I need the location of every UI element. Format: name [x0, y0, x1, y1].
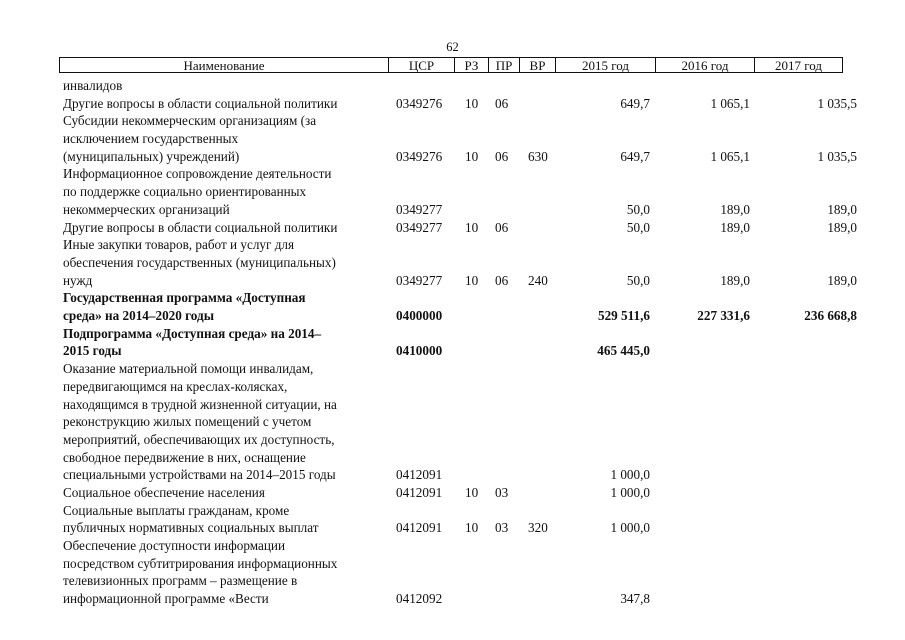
- row-name: [63, 289, 388, 324]
- cell-rz: 10: [465, 272, 479, 288]
- header-2016: 2016 год: [656, 57, 755, 73]
- table-row: [0, 95, 905, 113]
- table-row: [0, 484, 905, 502]
- row-name-line: по поддержке социально ориентированных: [63, 184, 307, 200]
- row-name: [63, 219, 388, 237]
- row-name-line: специальными устройствами на 2014–2015 годы: [63, 467, 336, 483]
- cell-y2015: 465 445,0: [597, 343, 650, 359]
- cell-y2016: 189,0: [720, 272, 750, 288]
- row-name-line: Обеспечение доступности информации: [63, 538, 286, 554]
- header-name: Наименование: [59, 57, 389, 73]
- row-name: [63, 502, 388, 537]
- row-name: [63, 165, 388, 218]
- row-name: [63, 112, 388, 165]
- row-name-line: обеспечения государственных (муниципальных): [63, 254, 336, 270]
- cell-y2015: 50,0: [626, 201, 650, 217]
- row-name: [63, 484, 388, 502]
- row-name: [63, 325, 388, 360]
- table-row: [0, 77, 905, 95]
- row-name-line: реконструкцию жилых помещений с учетом: [63, 414, 312, 430]
- cell-csr: 0349277: [396, 219, 443, 235]
- cell-y2016: 1 065,1: [710, 95, 750, 111]
- cell-rz: 10: [465, 148, 479, 164]
- table-row: [0, 112, 905, 165]
- table-row: [0, 289, 905, 324]
- cell-y2017: 1 035,5: [817, 148, 857, 164]
- table-row: [0, 537, 905, 608]
- cell-csr: 0349276: [396, 95, 443, 111]
- cell-y2015: 50,0: [626, 272, 650, 288]
- cell-pr: 06: [495, 219, 509, 235]
- row-name-line: исключением государственных: [63, 131, 239, 147]
- cell-csr: 0400000: [396, 308, 443, 324]
- cell-y2017: 236 668,8: [804, 308, 857, 324]
- cell-y2015: 1 000,0: [610, 485, 650, 501]
- cell-y2015: 50,0: [626, 219, 650, 235]
- row-name-line: Социальные выплаты гражданам, кроме: [63, 502, 290, 518]
- cell-csr: 0412091: [396, 520, 443, 536]
- row-name-line: Подпрограмма «Доступная среда» на 2014–: [63, 325, 322, 341]
- row-name-line: находящимся в трудной жизненной ситуации, на: [63, 396, 337, 412]
- row-name-line: телевизионных программ – размещение в: [63, 573, 298, 589]
- cell-y2015: 649,7: [620, 148, 650, 164]
- row-name-line: Информационное сопровождение деятельности: [63, 166, 332, 182]
- cell-csr: 0410000: [396, 343, 443, 359]
- row-name-line: Социальное обеспечение населения: [63, 485, 265, 501]
- row-name-line: инвалидов: [63, 78, 123, 93]
- row-name-line: Другие вопросы в области социальной политики: [63, 219, 338, 235]
- cell-y2017: 189,0: [827, 272, 857, 288]
- row-name-line: Субсидии некоммерческим организациям (за: [63, 113, 317, 129]
- cell-y2015: 529 511,6: [597, 308, 650, 324]
- row-name-line: нужд: [63, 272, 93, 288]
- table-body: [0, 77, 905, 608]
- row-name-line: Оказание материальной помощи инвалидам,: [63, 361, 314, 377]
- cell-y2015: 1 000,0: [610, 520, 650, 536]
- row-name-line: 2015 годы: [63, 343, 122, 359]
- row-name-line: передвигающимся на креслах-колясках,: [63, 378, 288, 394]
- cell-y2016: 227 331,6: [697, 308, 750, 324]
- table-row: [0, 236, 905, 289]
- table-row: [0, 165, 905, 218]
- cell-y2016: 189,0: [720, 219, 750, 235]
- cell-y2016: 189,0: [720, 201, 750, 217]
- row-name-line: посредством субтитрирования информационных: [63, 555, 338, 571]
- cell-pr: 06: [495, 148, 509, 164]
- cell-y2015: 649,7: [620, 95, 650, 111]
- table-row: [0, 219, 905, 237]
- row-name-line: Другие вопросы в области социальной политики: [63, 95, 338, 111]
- row-name-line: информационной программе «Вести: [63, 591, 269, 607]
- row-name: [63, 236, 388, 289]
- row-name-line: среда» на 2014–2020 годы: [63, 308, 214, 324]
- row-name-line: (муниципальных) учреждений): [63, 148, 240, 164]
- cell-y2015: 347,8: [620, 591, 650, 607]
- row-name-line: свободное передвижение в них, оснащение: [63, 449, 306, 465]
- header-2015: 2015 год: [556, 57, 656, 73]
- row-name-line: Иные закупки товаров, работ и услуг для: [63, 237, 295, 253]
- row-name-line: публичных нормативных социальных выплат: [63, 520, 319, 536]
- cell-vr: 630: [528, 148, 548, 164]
- cell-rz: 10: [465, 520, 479, 536]
- cell-y2016: 1 065,1: [710, 148, 750, 164]
- cell-y2017: 189,0: [827, 219, 857, 235]
- cell-y2017: 189,0: [827, 201, 857, 217]
- row-name: [63, 537, 388, 608]
- cell-csr: 0412091: [396, 467, 443, 483]
- cell-rz: 10: [465, 219, 479, 235]
- cell-vr: 320: [528, 520, 548, 536]
- cell-pr: 03: [495, 520, 509, 536]
- header-2017: 2017 год: [755, 57, 843, 73]
- header-pr: ПР: [489, 57, 520, 73]
- cell-pr: 06: [495, 95, 509, 111]
- cell-pr: 03: [495, 485, 509, 501]
- cell-rz: 10: [465, 95, 479, 111]
- row-name-line: мероприятий, обеспечивающих их доступность,: [63, 431, 335, 447]
- row-name: [63, 95, 388, 113]
- cell-csr: 0349277: [396, 272, 443, 288]
- header-csr: ЦСР: [389, 57, 455, 73]
- header-rz: РЗ: [455, 57, 489, 73]
- cell-y2015: 1 000,0: [610, 467, 650, 483]
- cell-csr: 0349277: [396, 201, 443, 217]
- row-name-line: некоммерческих организаций: [63, 201, 230, 217]
- page-number: 62: [446, 40, 459, 54]
- cell-csr: 0412091: [396, 485, 443, 501]
- cell-csr: 0412092: [396, 591, 443, 607]
- table-row: [0, 502, 905, 537]
- table-row: [0, 325, 905, 360]
- row-name-line: Государственная программа «Доступная: [63, 290, 306, 306]
- cell-rz: 10: [465, 485, 479, 501]
- cell-csr: 0349276: [396, 148, 443, 164]
- cell-pr: 06: [495, 272, 509, 288]
- row-name: [63, 77, 388, 95]
- cell-vr: 240: [528, 272, 548, 288]
- header-vr: ВР: [520, 57, 556, 73]
- row-name: [63, 360, 388, 484]
- table-row: [0, 360, 905, 484]
- cell-y2017: 1 035,5: [817, 95, 857, 111]
- table-header: [0, 57, 905, 75]
